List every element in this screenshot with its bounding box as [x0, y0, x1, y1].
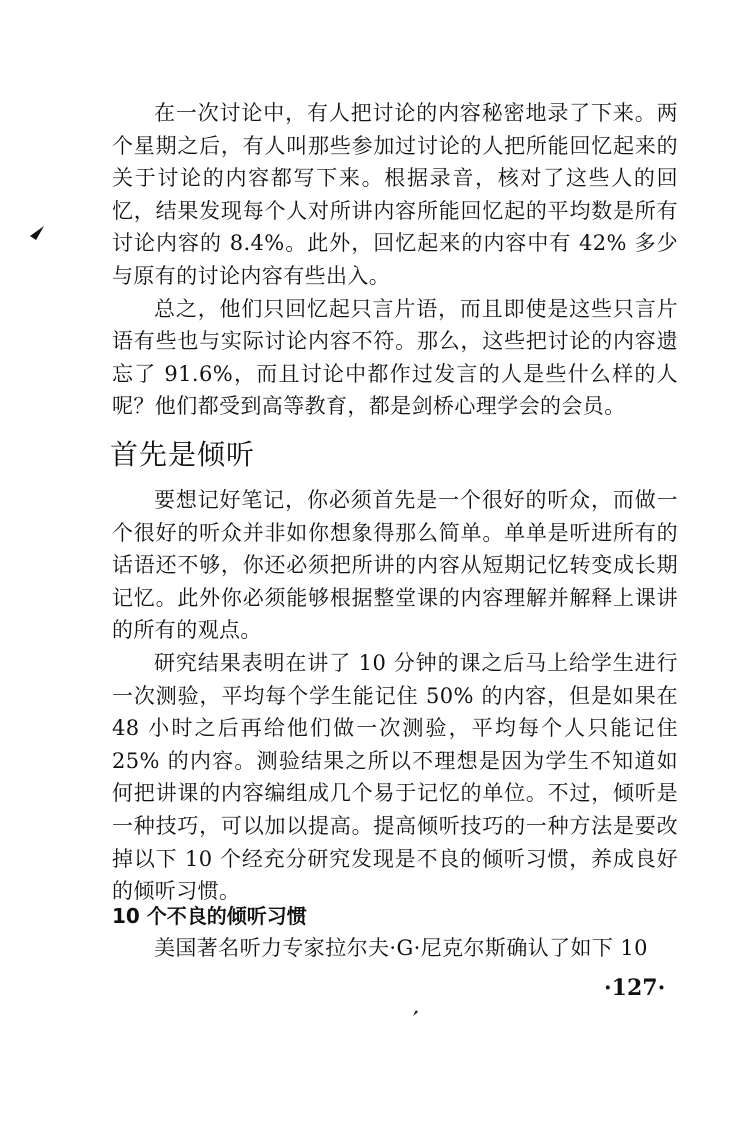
section-heading: 首先是倾听: [110, 438, 256, 471]
middle-text-block: [112, 484, 678, 908]
paragraph-nichols: 美国著名听力专家拉尔夫·G·尼克尔斯确认了如下 10: [154, 936, 648, 960]
ink-blot-left: [30, 226, 44, 240]
paragraph-recording-study: 在一次讨论中，有人把讨论的内容秘密地录了下来。两个星期之后，有人叫那些参加过讨论的人把所能回忆起来的关于讨论的内容都写下来。根据录音，核对了这些人的回忆，结果发现每个人对所讲内容所能回忆起的平均数是所有讨论内容的 8.4%。此外，回忆起来的内容中有 42% 多少与原有的讨论内容有些出入。: [112, 101, 678, 288]
paragraph-conclusion: 总之，他们只回忆起只言片语，而且即使是这些只言片语有些也与实际讨论内容不符。那么，这些把讨论的内容遗忘了 91.6%，而且讨论中都作过发言的人是些什么样的人呢？他们都受到高等教育，都是剑桥心理学会的会员。: [112, 296, 678, 419]
ink-speck-bottom: [413, 1010, 418, 1016]
top-text-block: [112, 97, 678, 423]
paragraph-research-results: 研究结果表明在讲了 10 分钟的课之后马上给学生进行一次测验，平均每个学生能记住 50% 的内容，但是如果在 48 小时之后再给他们做一次测验，平均每个人只能记住 25% 的内容。测验结果之所以不理想是因为学生不知道如何把讲课的内容编组成几个易于记忆的单位。不过，倾听是一种技巧，可以加以提高。提高倾听技巧的一种方法是要改掉以下 10 个经充分研究发现是不良的倾听习惯，养成良好的倾听习惯。: [112, 650, 678, 904]
sub-heading: 10 个不良的倾听习惯: [112, 904, 307, 928]
paragraph-good-listener: 要想记好笔记，你必须首先是一个很好的听众，而做一个很好的听众并非如你想象得那么简单。单单是听进所有的话语还不够，你还必须把所讲的内容从短期记忆转变成长期记忆。此外你必须能够根据整堂课的内容理解并解释上课讲的所有的观点。: [112, 488, 678, 643]
page-number: ·127·: [604, 975, 666, 1001]
bottom-text-block: [112, 932, 678, 965]
